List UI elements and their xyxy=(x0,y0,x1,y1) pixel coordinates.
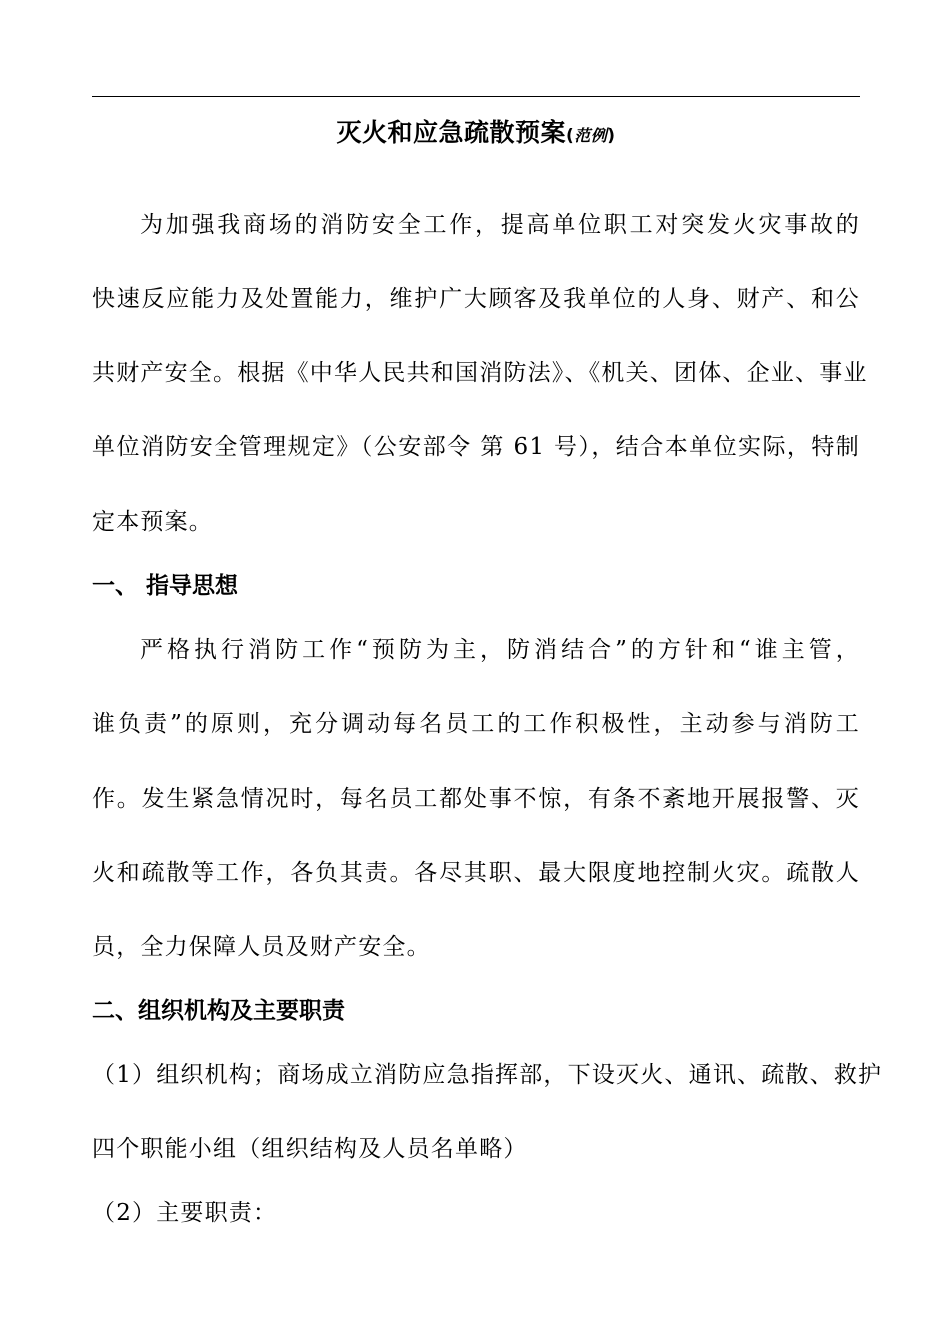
section1-line-3: 作。发生紧急情况时，每名员工都处事不惊，有条不紊地开展报警、灭 xyxy=(92,786,860,812)
intro-line-4: 单位消防安全管理规定》（公安部令 第 61 号），结合本单位实际，特制 xyxy=(92,434,860,460)
title-suffix: 范例 xyxy=(574,126,608,145)
section1-line-2: 谁负责”的原则，充分调动每名员工的工作积极性，主动参与消防工 xyxy=(92,711,860,737)
title-paren-open: ( xyxy=(565,126,575,146)
title-main: 灭火和应急疏散预案 xyxy=(336,118,566,147)
section1-line-5: 员，全力保障人员及财产安全。 xyxy=(92,934,431,960)
section2-line-2: 四个职能小组（组织结构及人员名单略） xyxy=(92,1136,528,1162)
document-title xyxy=(92,113,860,156)
section2-line-1: （1）组织机构；商场成立消防应急指挥部，下设灭火、通讯、疏散、救护 xyxy=(92,1062,883,1088)
intro-line-2: 快速反应能力及处置能力，维护广大顾客及我单位的人身、财产、和公 xyxy=(92,286,860,312)
section-heading-organization: 二、组织机构及主要职责 xyxy=(92,998,345,1024)
section-heading-guiding-principles: 一、 指导思想 xyxy=(92,573,239,599)
header-rule xyxy=(92,96,860,97)
section1-line-4: 火和疏散等工作，各负其责。各尽其职、最大限度地控制火灾。疏散人 xyxy=(92,860,860,886)
intro-line-3: 共财产安全。根据《中华人民共和国消防法》、《机关、团体、企业、事业 xyxy=(92,360,868,386)
intro-line-1: 为加强我商场的消防安全工作，提高单位职工对突发火灾事故的 xyxy=(140,212,860,238)
intro-line-5: 定本预案。 xyxy=(92,509,213,535)
section2-line-3: （2）主要职责： xyxy=(92,1200,278,1226)
title-paren-close: ) xyxy=(607,126,616,146)
section1-line-1: 严格执行消防工作“预防为主，防消结合”的方针和“谁主管， xyxy=(140,637,860,663)
